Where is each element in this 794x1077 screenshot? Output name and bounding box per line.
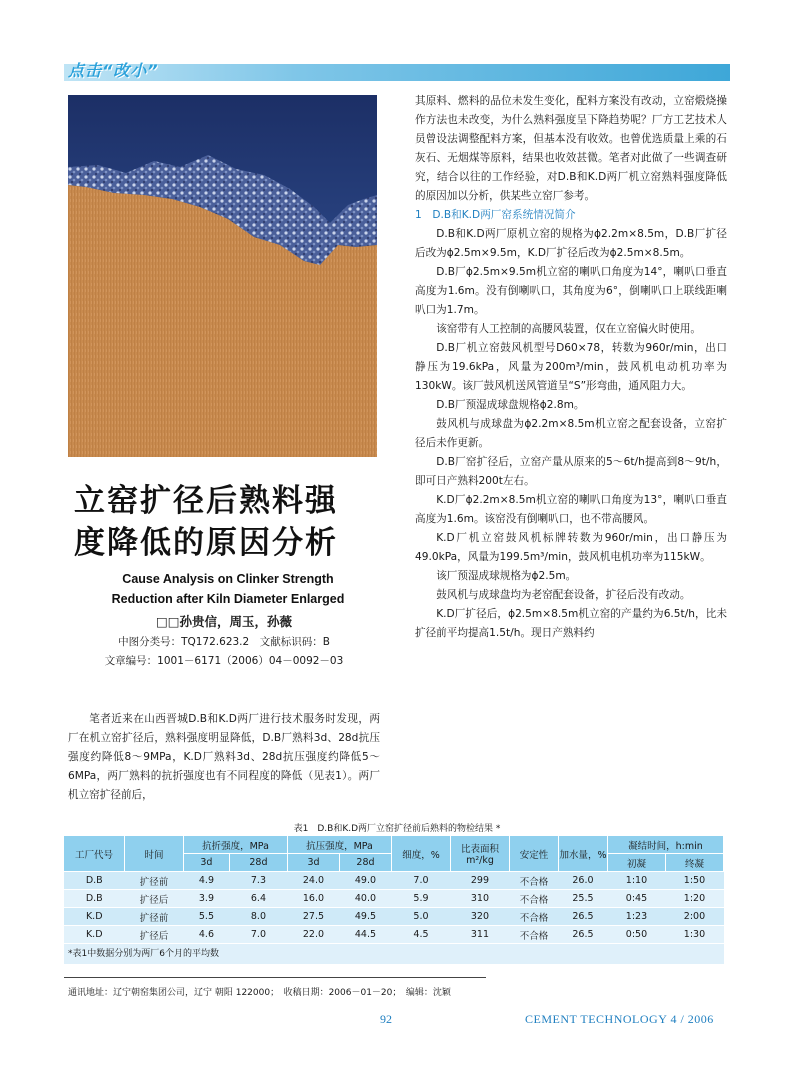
cell: 40.0 xyxy=(339,890,391,908)
header-initial: 初凝 xyxy=(607,854,665,872)
table-row xyxy=(64,872,724,890)
cell: 5.0 xyxy=(391,908,450,926)
table-row xyxy=(64,926,724,944)
cell: 1:10 xyxy=(607,872,665,890)
table-row xyxy=(64,908,724,926)
title-line-2: 度降低的原因分析 xyxy=(74,525,338,561)
cell: 1:23 xyxy=(607,908,665,926)
header-area: 比表面积m²/kg xyxy=(450,836,509,872)
header-water: 加水量，% xyxy=(558,836,607,872)
cell: 44.5 xyxy=(339,926,391,944)
cell: 0:45 xyxy=(607,890,665,908)
cell: 26.0 xyxy=(558,872,607,890)
cell: 4.5 xyxy=(391,926,450,944)
paragraph: D.B和K.D两厂原机立窑的规格为ϕ2.2m×8.5m，D.B厂扩径后改为ϕ2.5m×9.5m，K.D厂扩径后改为ϕ2.5m×8.5m。 xyxy=(415,228,727,259)
table-row xyxy=(64,890,724,908)
cell: 16.0 xyxy=(287,890,339,908)
cell: 3.9 xyxy=(184,890,230,908)
header-banner xyxy=(64,64,730,81)
paragraph: K.D厂扩径后，ϕ2.5m×8.5m机立窑的产量约为6.5t/h，比未扩径前平均提高1.5t/h。现日产熟料约 xyxy=(415,608,727,639)
cell: 27.5 xyxy=(287,908,339,926)
right-column xyxy=(415,92,727,643)
cell: 7.0 xyxy=(229,926,287,944)
header-flex-28d: 28d xyxy=(229,854,287,872)
paragraph: 鼓风机与成球盘为ϕ2.2m×8.5m机立窑之配套设备，立窑扩径后未作更新。 xyxy=(415,418,727,449)
english-title-line-1: Cause Analysis on Clinker Strength xyxy=(122,572,334,586)
cell: 311 xyxy=(450,926,509,944)
cell: 扩径前 xyxy=(125,872,184,890)
cell: 扩径后 xyxy=(125,926,184,944)
header-comp-28d: 28d xyxy=(339,854,391,872)
header-comp: 抗压强度，MPa xyxy=(287,836,391,854)
paragraph: D.B厂窑扩径后，立窑产量从原来的5～6t/h提高到8～9t/h，即可日产熟料200t左右。 xyxy=(415,456,727,487)
cell: 7.3 xyxy=(229,872,287,890)
cell: D.B xyxy=(64,890,125,908)
header-time: 时间 xyxy=(125,836,184,872)
footnote: 通讯地址：辽宁朝窑集团公司，辽宁 朝阳 122000； 收稿日期：2006－01－20； 编辑：沈颖 xyxy=(68,988,451,998)
header-flex-3d: 3d xyxy=(184,854,230,872)
cell: 1:50 xyxy=(665,872,723,890)
cell: 不合格 xyxy=(509,926,558,944)
article-title xyxy=(74,480,374,564)
cell: 25.5 xyxy=(558,890,607,908)
cell: D.B xyxy=(64,872,125,890)
left-column xyxy=(68,710,380,805)
intro-paragraph: 其原料、燃料的品位未发生变化，配料方案没有改动，立窑煅烧操作方法也未改变，为什么熟料强度呈下降趋势呢？厂方工艺技术人员曾设法调整配料方案，但基本没有收效。也曾优选质量上乘的石灰石、无烟煤等原料，结果也收效甚微。笔者对此做了一些调查研究，结合以往的工作经验，对D.B和K.D两厂机立窑熟料强度降低的原因加以分析，供某些立窑厂参考。 xyxy=(415,95,727,202)
page-number: 92 xyxy=(380,1012,392,1026)
section-heading: 1 D.B和K.D两厂窑系统情况简介 xyxy=(415,209,576,221)
cell: 不合格 xyxy=(509,908,558,926)
header-comp-3d: 3d xyxy=(287,854,339,872)
authors: □□孙贵信，周玉，孙薇 xyxy=(155,614,293,629)
header-stability: 安定性 xyxy=(509,836,558,872)
cell: 2:00 xyxy=(665,908,723,926)
article-number: 文章编号：1001－6171（2006）04－0092－03 xyxy=(104,655,344,667)
cell: 6.4 xyxy=(229,890,287,908)
cell: 22.0 xyxy=(287,926,339,944)
cell: 扩径前 xyxy=(125,908,184,926)
cell: 5.9 xyxy=(391,890,450,908)
cell: 299 xyxy=(450,872,509,890)
paragraph: 该窑带有人工控制的高腰风装置，仅在立窑偏火时使用。 xyxy=(436,323,702,335)
cell: 不合格 xyxy=(509,872,558,890)
cell: 26.5 xyxy=(558,926,607,944)
cell: 7.0 xyxy=(391,872,450,890)
header-final: 终凝 xyxy=(665,854,723,872)
cell: 49.5 xyxy=(339,908,391,926)
header-fineness: 细度，% xyxy=(391,836,450,872)
header-factory: 工厂代号 xyxy=(64,836,125,872)
english-title xyxy=(78,569,378,609)
cell: K.D xyxy=(64,926,125,944)
english-title-line-2: Reduction after Kiln Diameter Enlarged xyxy=(111,592,345,606)
cell: 26.5 xyxy=(558,908,607,926)
cell: 5.5 xyxy=(184,908,230,926)
paragraph: D.B厂ϕ2.5m×9.5m机立窑的喇叭口角度为14°，喇叭口垂直高度为1.6m。没有倒喇叭口，其角度为6°，倒喇叭口上联线距喇叭口为1.7m。 xyxy=(415,266,727,316)
table-note: *表1中数据分别为两厂6个月的平均数 xyxy=(64,944,724,964)
cell: 8.0 xyxy=(229,908,287,926)
paragraph: D.B厂机立窑鼓风机型号D60×78，转数为960r/min，出口静压为19.6kPa，风量为200m³/min，鼓风机电动机功率为130kW。该厂鼓风机送风管道呈“S”形弯曲，通风阻力大。 xyxy=(415,342,727,392)
cell: 不合格 xyxy=(509,890,558,908)
paragraph: 鼓风机与成球盘均为老窑配套设备，扩径后没有改动。 xyxy=(436,589,691,601)
cell: 310 xyxy=(450,890,509,908)
cell: 1:30 xyxy=(665,926,723,944)
classification: 中图分类号：TQ172.623.2 文献标识码：B xyxy=(118,636,330,648)
cell: K.D xyxy=(64,908,125,926)
cell: 4.9 xyxy=(184,872,230,890)
title-line-1: 立窑扩径后熟料强 xyxy=(74,483,338,519)
cell: 扩径后 xyxy=(125,890,184,908)
footnote-divider xyxy=(64,977,486,978)
left-paragraph: 笔者近来在山西晋城D.B和K.D两厂进行技术服务时发现，两厂在机立窑扩径后，熟料强度明显降低，D.B厂熟料3d、28d抗压强度约降低8～9MPa，K.D厂熟料3d、28d抗压强度约降低5～6MPa，两厂熟料的抗折强度也有不同程度的降低（见表1）。两厂机立窑扩径前后， xyxy=(68,713,380,801)
paragraph: K.D厂ϕ2.2m×8.5m机立窑的喇叭口角度为13°，喇叭口垂直高度为1.6m。该窑没有倒喇叭口，也不带高腰风。 xyxy=(415,494,727,525)
section-title: 点击“改小” xyxy=(68,61,159,80)
cell: 4.6 xyxy=(184,926,230,944)
cell: 1:20 xyxy=(665,890,723,908)
paragraph: K.D厂机立窑鼓风机标牌转数为960r/min，出口静压为49.0kPa，风量为199.5m³/min，鼓风机电机功率为115kW。 xyxy=(415,532,727,563)
header-flex: 抗折强度，MPa xyxy=(184,836,288,854)
cell: 24.0 xyxy=(287,872,339,890)
paragraph: D.B厂预湿成球盘规格ϕ2.8m。 xyxy=(436,399,585,411)
cell: 0:50 xyxy=(607,926,665,944)
results-table xyxy=(64,836,724,944)
cell: 49.0 xyxy=(339,872,391,890)
cell: 320 xyxy=(450,908,509,926)
cover-photo xyxy=(68,95,377,457)
header-setting: 凝结时间，h:min xyxy=(607,836,723,854)
table-caption: 表1 D.B和K.D两厂立窑扩径前后熟料的物检结果 * xyxy=(293,824,501,834)
paragraph: 该厂预湿成球规格为ϕ2.5m。 xyxy=(436,570,577,582)
journal-name: CEMENT TECHNOLOGY 4 / 2006 xyxy=(525,1012,714,1026)
